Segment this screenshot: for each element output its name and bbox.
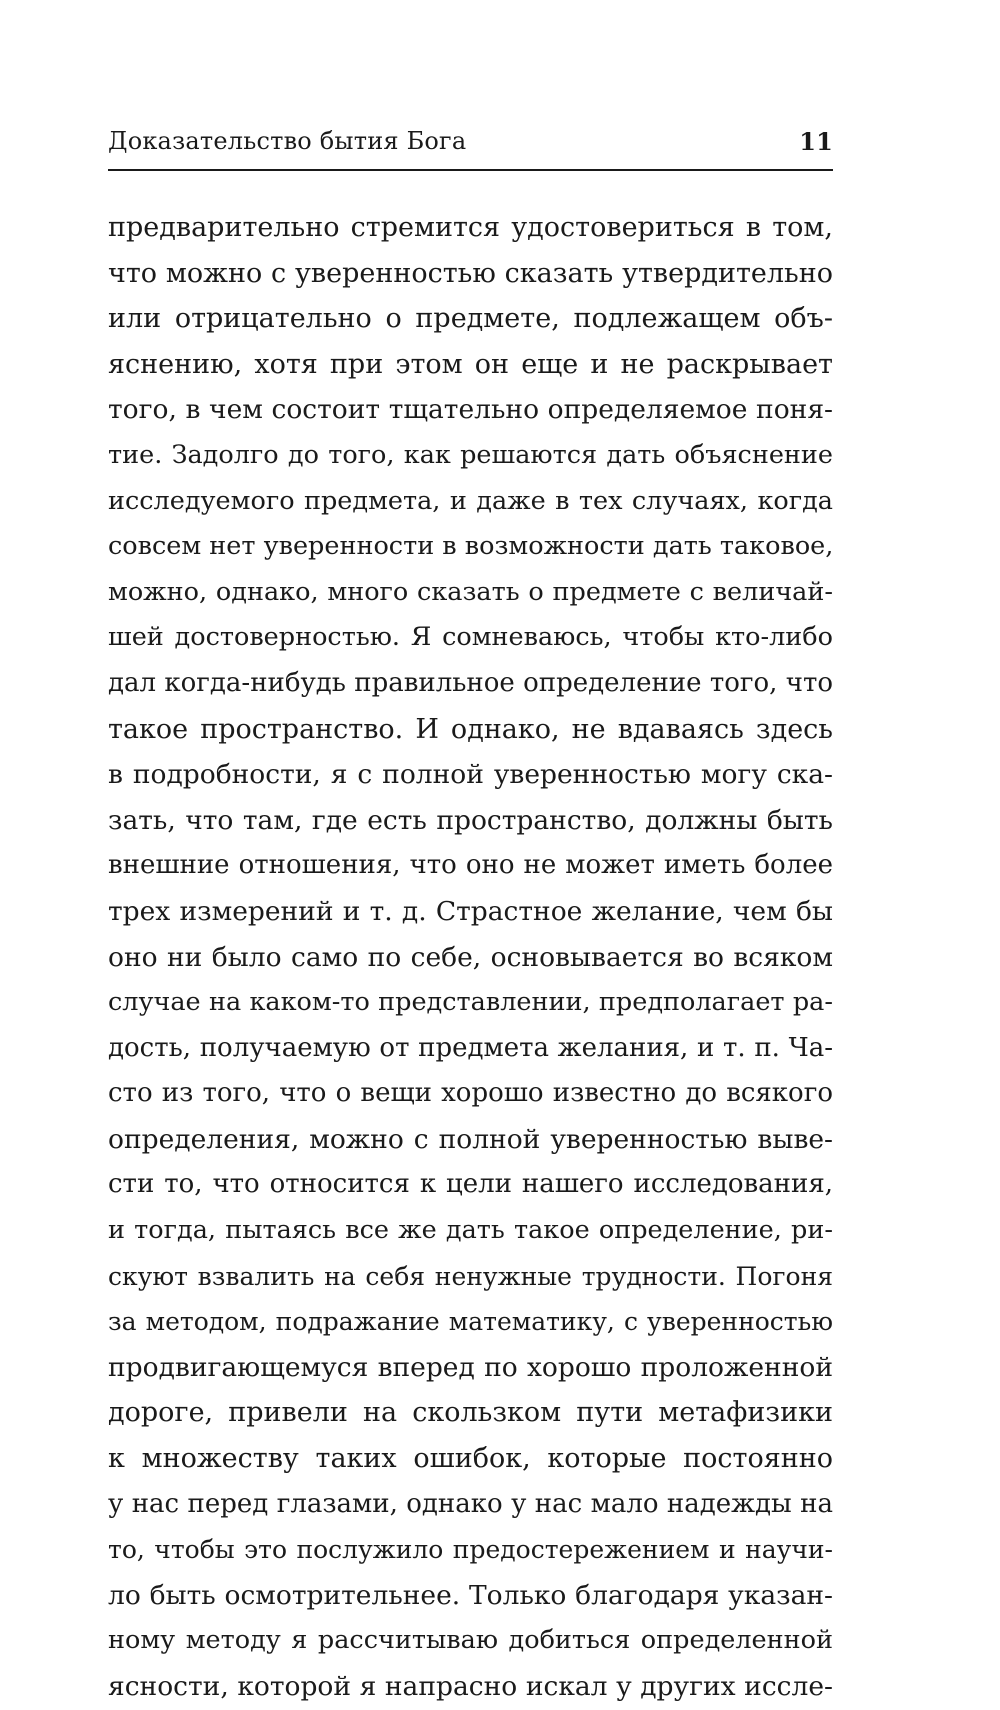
text-line: за методом, подражание математику, с уверенностью <box>108 1307 833 1337</box>
text-line: того, в чем состоит тщательно определяемое поня- <box>108 394 833 426</box>
running-title: Доказательство бытия Бога <box>108 127 467 155</box>
body-text <box>108 205 833 1710</box>
text-line: что можно с уверенностью сказать утвердительно <box>108 257 833 289</box>
text-line: оно ни было само по себе, основывается во всяком <box>108 941 833 973</box>
text-line: дал когда-нибудь правильное определение того, что <box>108 667 833 698</box>
text-line: в подробности, я с полной уверенностью могу ска- <box>108 759 833 791</box>
text-line: ному методу я рассчитываю добиться определенной <box>108 1625 833 1656</box>
text-line: яснению, хотя при этом он еще и не раскрывает <box>108 348 833 380</box>
text-line: внешние отношения, что оно не может иметь более <box>108 850 833 881</box>
text-line: совсем нет уверенности в возможности дать таковое, <box>108 531 834 562</box>
header-rule <box>108 169 833 171</box>
text-line: определения, можно с полной уверенностью выве- <box>108 1123 833 1155</box>
text-line: дость, получаемую от предмета желания, и т. п. Ча- <box>108 1032 833 1063</box>
text-line: ясности, которой я напрасно искал у других иссле- <box>108 1671 833 1702</box>
text-line: и тогда, пытаясь все же дать такое определение, ри- <box>108 1215 833 1246</box>
text-line: трех измерений и т. д. Страстное желание, чем бы <box>108 895 833 927</box>
text-line: скуют взвалить на себя ненужные трудности. Погоня <box>108 1261 833 1291</box>
text-line: дороге, привели на скользком пути метафизики <box>108 1397 833 1429</box>
text-line: то, чтобы это послужило предостережением и научи- <box>108 1535 833 1565</box>
page-number: 11 <box>799 127 833 156</box>
text-line: сти то, что относится к цели нашего исследования, <box>108 1169 833 1200</box>
text-line: зать, что там, где есть пространство, должны быть <box>108 804 833 836</box>
text-line: случае на каком-то представлении, предполагает ра- <box>108 987 833 1018</box>
text-line: сто из того, что о вещи хорошо известно до всякого <box>108 1078 833 1109</box>
text-line: предварительно стремится удостовериться в том, <box>108 212 833 243</box>
text-line: тие. Задолго до того, как решаются дать объяснение <box>108 439 833 470</box>
text-line: продвигающемуся вперед по хорошо проложенной <box>108 1351 833 1383</box>
text-line: или отрицательно о предмете, подлежащем объ- <box>108 303 833 335</box>
text-line: к множеству таких ошибок, которые постоянно <box>108 1443 833 1475</box>
text-line: можно, однако, много сказать о предмете с величай- <box>108 576 833 607</box>
text-line: у нас перед глазами, однако у нас мало надежды на <box>108 1488 833 1519</box>
text-line: ло быть осмотрительнее. Только благодаря указан- <box>108 1579 833 1611</box>
text-line: шей достоверностью. Я сомневаюсь, чтобы кто-либо <box>108 622 833 653</box>
running-head <box>108 127 833 163</box>
text-line: исследуемого предмета, и даже в тех случаях, когда <box>108 485 833 516</box>
text-line: такое пространство. И однако, не вдаваясь здесь <box>108 713 833 745</box>
